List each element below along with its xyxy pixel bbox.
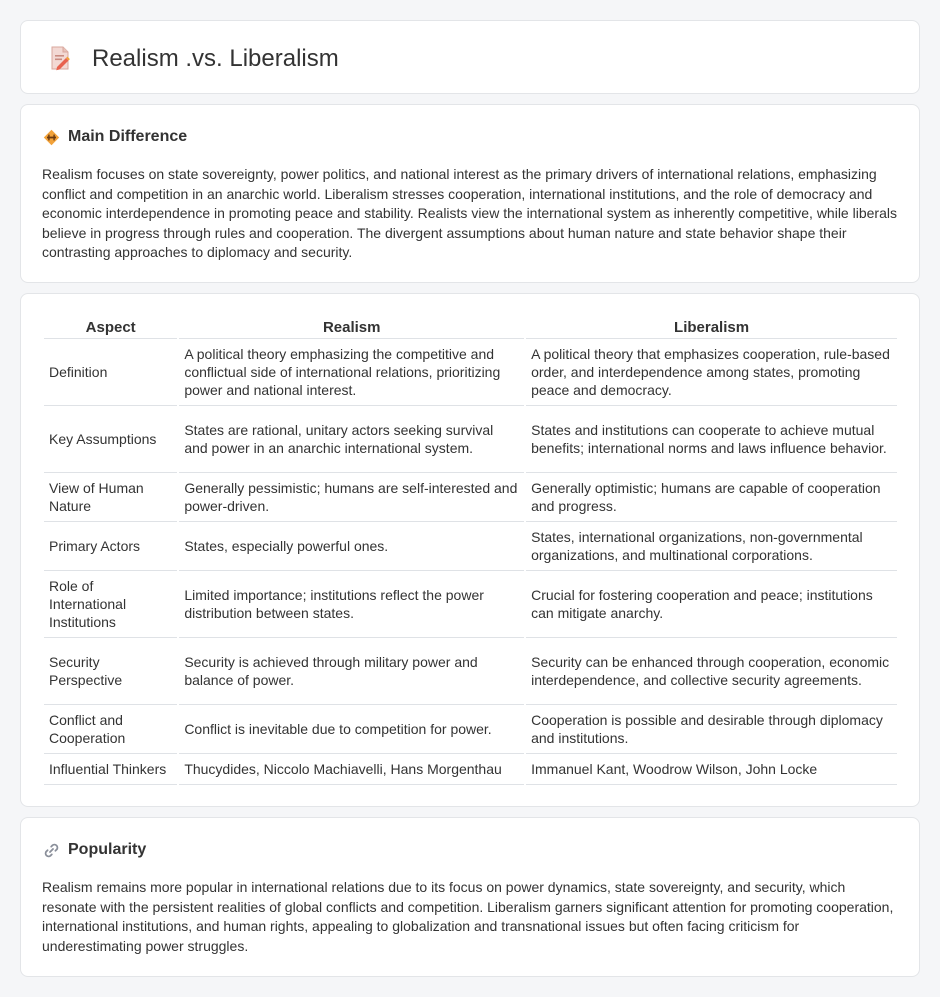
popularity-title: Popularity [68, 841, 147, 858]
popularity-card [20, 817, 920, 977]
row-liberalism: Cooperation is possible and desirable through diplomacy and institutions. [526, 705, 897, 754]
row-aspect: View of Human Nature [44, 473, 177, 522]
row-realism: States are rational, unitary actors seeking survival and power in an anarchic international system. [179, 406, 524, 473]
row-aspect: Influential Thinkers [44, 754, 177, 785]
row-aspect: Primary Actors [44, 522, 177, 571]
main-difference-heading [43, 127, 187, 147]
row-realism: Thucydides, Niccolo Machiavelli, Hans Morgenthau [179, 754, 524, 785]
header-realism: Realism [179, 316, 524, 339]
row-liberalism: Crucial for fostering cooperation and peace; institutions can mitigate anarchy. [526, 571, 897, 638]
popularity-heading [43, 840, 146, 860]
main-difference-title: Main Difference [68, 128, 188, 145]
row-aspect: Key Assumptions [44, 406, 177, 473]
row-liberalism: Immanuel Kant, Woodrow Wilson, John Locke [526, 754, 897, 785]
row-aspect: Conflict and Cooperation [44, 705, 177, 754]
row-realism: Conflict is inevitable due to competition for power. [179, 705, 524, 754]
table-header-row [44, 316, 897, 339]
table-row [44, 522, 897, 571]
table-row [44, 754, 897, 785]
row-realism: Security is achieved through military power and balance of power. [179, 638, 524, 705]
row-liberalism: States, international organizations, non-governmental organizations, and multinational corporations. [526, 522, 897, 571]
main-difference-card [20, 104, 920, 283]
diamond-sign-icon [43, 129, 60, 146]
header-card [20, 20, 920, 94]
main-difference-text: Realism focuses on state sovereignty, power politics, and national interest as the primary drivers of international relations, emphasizing conflict and competition in an anarchic world. Liberalism stresses cooperation, international institutions, and the role of democracy and economic interdependence in promoting peace and stability. Realists view the international system as inherently competitive, while liberals believe in progress through rules and cooperation. The divergent assumptions about human nature and state behavior shape their contrasting approaches to diplomacy and security. [42, 166, 897, 261]
row-aspect: Security Perspective [44, 638, 177, 705]
table-row [44, 638, 897, 705]
comparison-card [20, 293, 920, 807]
table-row [44, 705, 897, 754]
row-liberalism: Security can be enhanced through cooperation, economic interdependence, and collective security agreements. [526, 638, 897, 705]
page-title: Realism .vs. Liberalism [92, 45, 339, 72]
row-liberalism: A political theory that emphasizes cooperation, rule-based order, and interdependence among states, promoting peace and democracy. [526, 339, 897, 406]
row-realism: Generally pessimistic; humans are self-interested and power-driven. [179, 473, 524, 522]
table-row [44, 473, 897, 522]
row-aspect: Definition [44, 339, 177, 406]
row-realism: A political theory emphasizing the competitive and conflictual side of international relations, prioritizing power and national interest. [179, 339, 524, 406]
header-liberalism: Liberalism [526, 316, 897, 339]
row-aspect: Role of International Institutions [44, 571, 177, 638]
link-icon [43, 842, 60, 859]
table-row [44, 406, 897, 473]
document-edit-icon [47, 45, 73, 71]
header-aspect: Aspect [44, 316, 177, 339]
row-liberalism: Generally optimistic; humans are capable of cooperation and progress. [526, 473, 897, 522]
table-row [44, 339, 897, 406]
row-liberalism: States and institutions can cooperate to achieve mutual benefits; international norms and laws influence behavior. [526, 406, 897, 473]
row-realism: States, especially powerful ones. [179, 522, 524, 571]
table-row [44, 571, 897, 638]
comparison-table [42, 316, 899, 785]
popularity-text: Realism remains more popular in international relations due to its focus on power dynamics, state sovereignty, and security, which resonate with the persistent realities of global conflicts and competition. Liberalism garners significant attention for promoting cooperation, international institutions, and human rights, appealing to globalization and transnational issues but often facing criticism for underestimating power struggles. [42, 879, 894, 954]
row-realism: Limited importance; institutions reflect the power distribution between states. [179, 571, 524, 638]
